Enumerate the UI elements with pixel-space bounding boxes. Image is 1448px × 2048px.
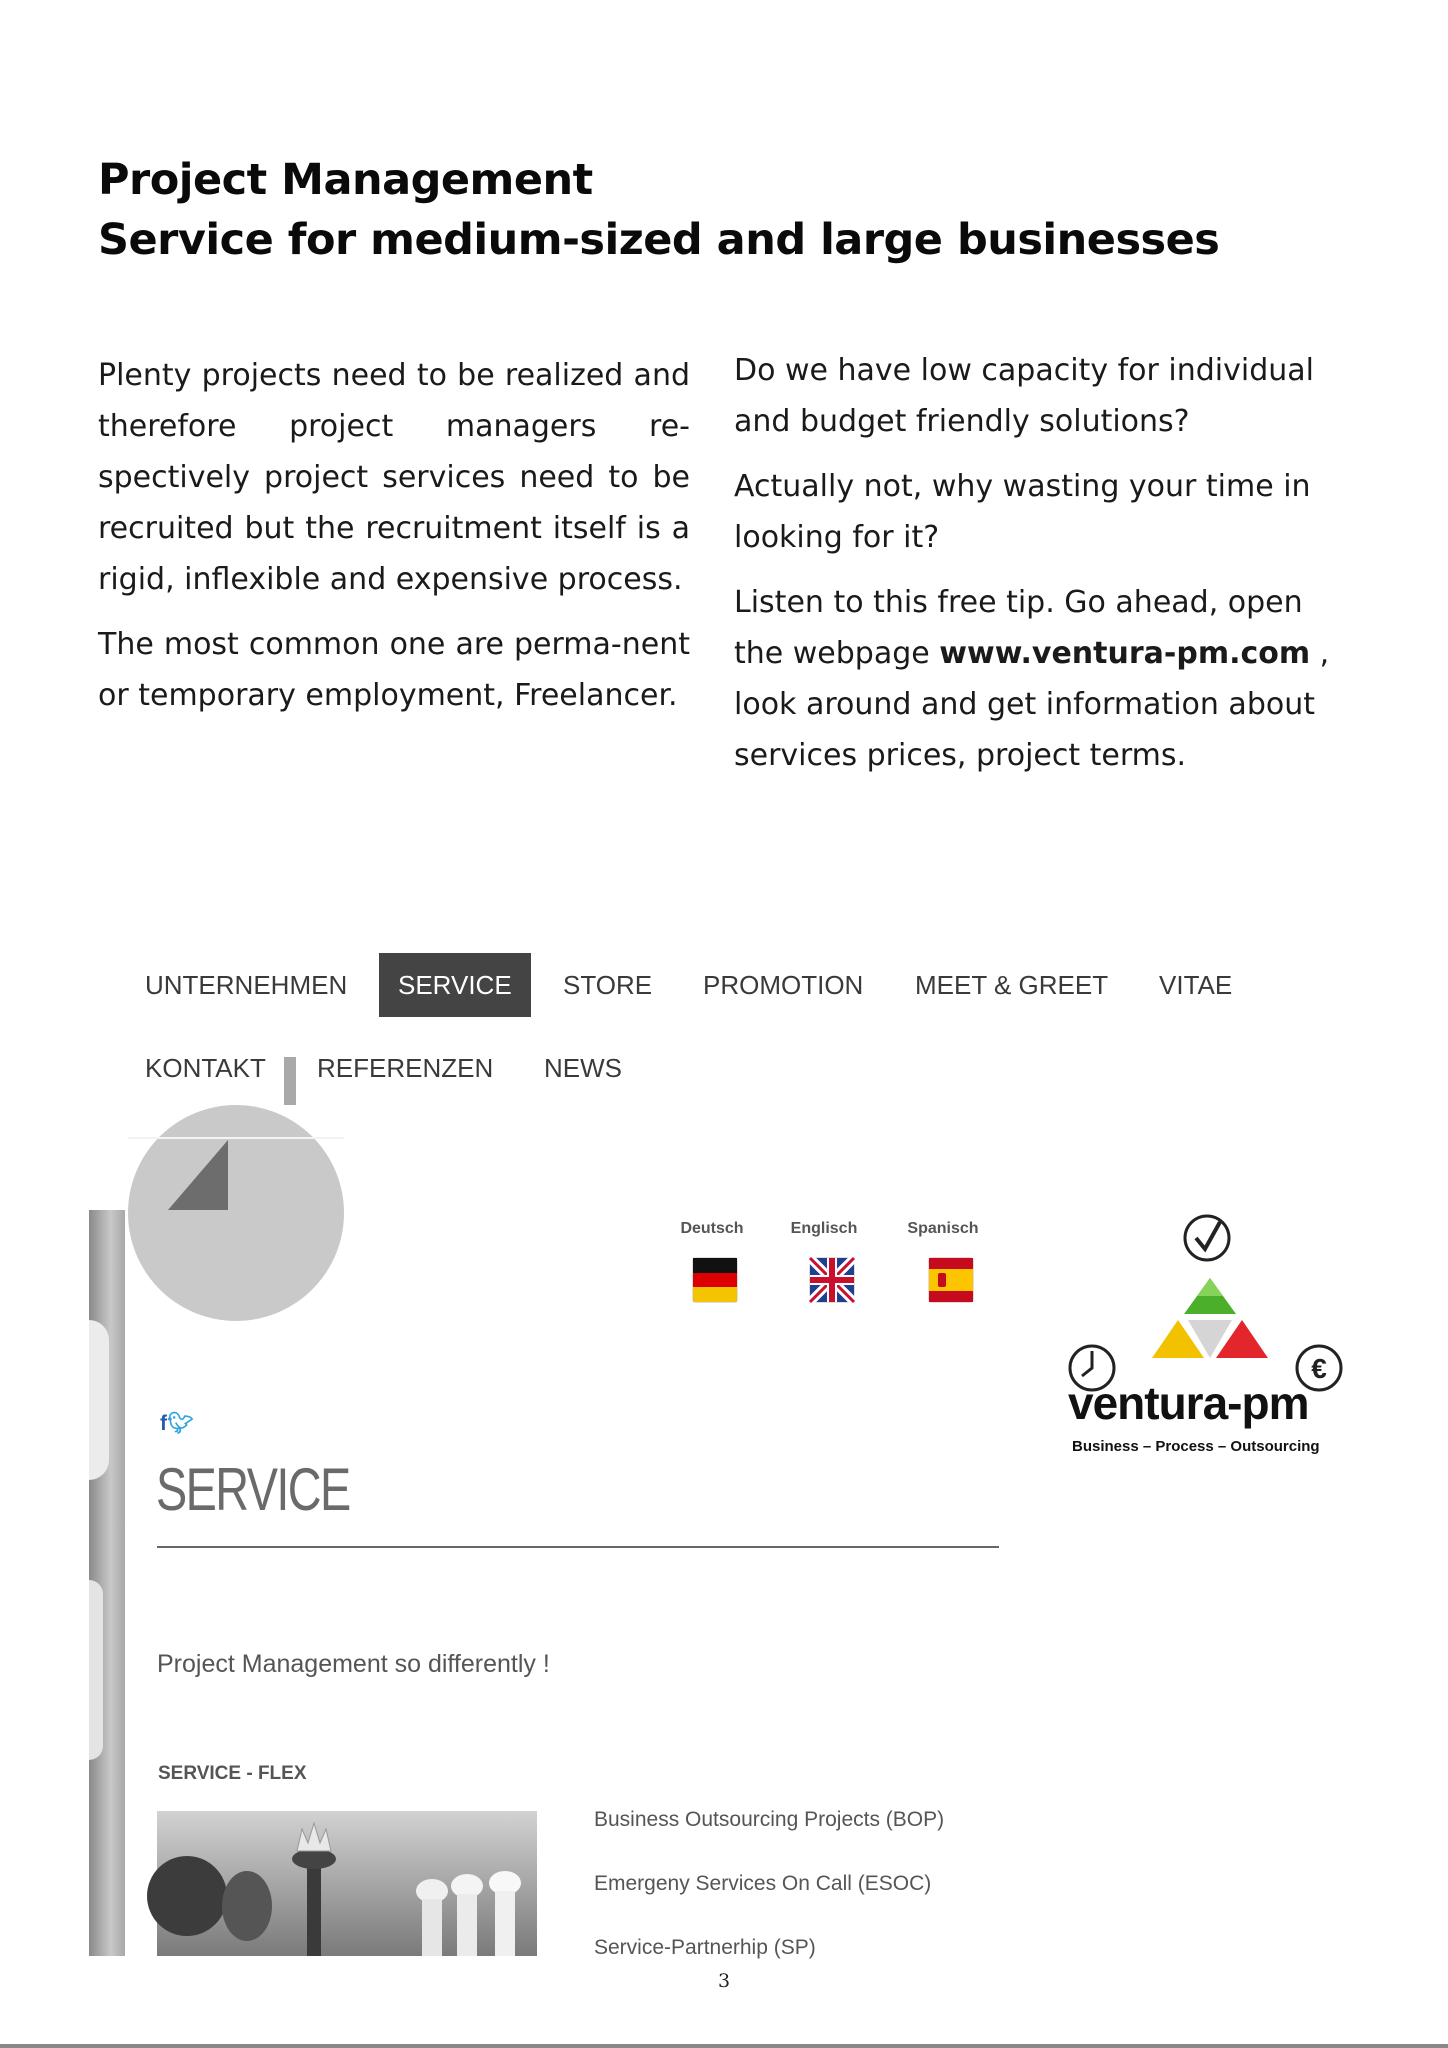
left-paragraph-2: The most common one are perma-nent or temporary employment, Freelancer. bbox=[98, 627, 690, 713]
left-column bbox=[98, 350, 690, 735]
service-link-sp[interactable]: Service-Partnerhip (SP) bbox=[594, 1936, 816, 1959]
euro-icon: € bbox=[1311, 1353, 1327, 1384]
chess-image bbox=[157, 1811, 537, 1956]
logo-tagline: Business – Process – Outsourcing bbox=[1072, 1438, 1320, 1455]
decorative-bar bbox=[284, 1057, 296, 1105]
nav-item-referenzen[interactable]: REFERENZEN bbox=[317, 1053, 494, 1083]
social-links bbox=[160, 1412, 194, 1436]
service-title: SERVICE bbox=[156, 1456, 350, 1523]
right-paragraph-3 bbox=[734, 577, 1354, 781]
nav-item-news[interactable]: NEWS bbox=[544, 1053, 622, 1083]
service-flex-heading: SERVICE - FLEX bbox=[158, 1763, 307, 1784]
lang-label-spanisch: Spanisch bbox=[907, 1220, 979, 1237]
logo-graphic bbox=[1060, 1208, 1350, 1384]
right-paragraph-3-text-b: , look around and get information about services prices, project terms. bbox=[734, 636, 1330, 773]
nav-item-store[interactable]: STORE bbox=[563, 970, 653, 1000]
service-link-bop[interactable]: Business Outsourcing Projects (BOP) bbox=[594, 1808, 945, 1831]
service-link-esoc[interactable]: Emergeny Services On Call (ESOC) bbox=[594, 1872, 932, 1895]
service-subtitle: Project Management so differently ! bbox=[157, 1650, 550, 1678]
page-heading bbox=[98, 150, 1219, 270]
twitter-icon[interactable]: 🐦︎ bbox=[167, 1412, 194, 1435]
decorative-graphic bbox=[128, 1105, 344, 1213]
left-paragraph-1: Plenty projects need to be realized and therefore project managers re-spectively project services need to be recruited but the recruitment itself is a rigid, inflexible and expensive process. bbox=[98, 358, 690, 597]
nav-item-promotion[interactable]: PROMOTION bbox=[703, 970, 864, 1000]
right-paragraph-3-text-a: Listen to this free tip. Go ahead, open the webpage bbox=[734, 585, 1303, 671]
nav-item-kontakt[interactable]: KONTAKT bbox=[145, 1053, 266, 1083]
spanish-flag-icon[interactable] bbox=[929, 1258, 973, 1302]
bottom-divider bbox=[0, 2044, 1448, 2048]
uk-flag-icon[interactable] bbox=[810, 1258, 854, 1302]
facebook-icon[interactable]: f bbox=[160, 1412, 167, 1435]
nav-item-meet-greet[interactable]: MEET & GREET bbox=[915, 970, 1109, 1000]
nav-item-service[interactable]: SERVICE bbox=[379, 953, 531, 1017]
page-number: 3 bbox=[717, 1970, 731, 1992]
german-flag-icon[interactable] bbox=[693, 1258, 737, 1302]
lang-label-englisch: Englisch bbox=[790, 1220, 858, 1237]
title-divider bbox=[157, 1546, 999, 1548]
logo-wordmark: ventura-pm bbox=[1068, 1377, 1309, 1429]
right-paragraph-1: Do we have low capacity for individual and budget friendly solutions? bbox=[734, 353, 1314, 439]
ventura-pm-logo[interactable] bbox=[1060, 1208, 1350, 1458]
nav-item-unternehmen[interactable]: UNTERNEHMEN bbox=[145, 970, 348, 1000]
nav-item-vitae[interactable]: VITAE bbox=[1159, 970, 1233, 1000]
heading-line-2: Service for medium-sized and large businesses bbox=[98, 215, 1220, 265]
side-decoration-shape bbox=[89, 1320, 109, 1480]
right-column bbox=[734, 345, 1354, 795]
side-decoration-shape-2 bbox=[89, 1580, 103, 1760]
website-url[interactable]: www.ventura-pm.com bbox=[939, 636, 1311, 671]
lang-label-deutsch: Deutsch bbox=[680, 1220, 744, 1237]
right-paragraph-2: Actually not, why wasting your time in looking for it? bbox=[734, 469, 1311, 555]
heading-line-1: Project Management bbox=[98, 155, 593, 205]
